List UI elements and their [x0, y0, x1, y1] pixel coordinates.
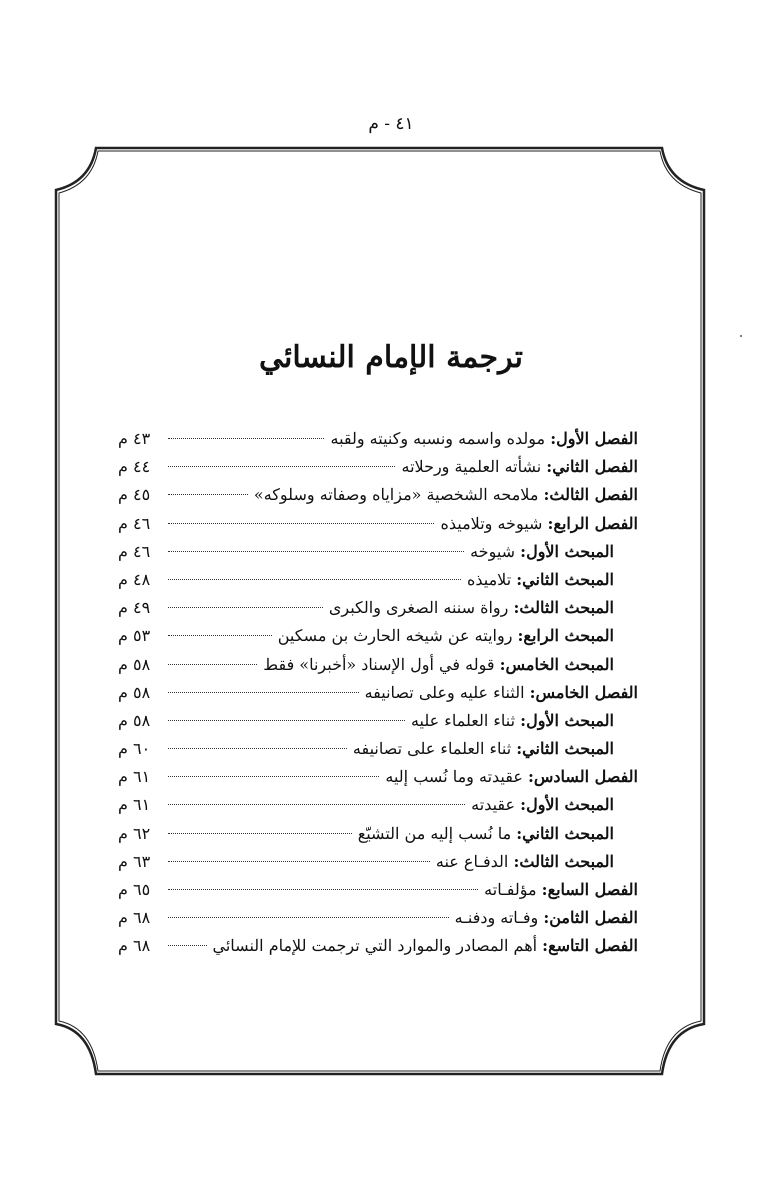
toc-entry-heading: المبحث الثالث:	[513, 598, 614, 618]
toc-entry-heading: الفصل الثالث:	[543, 485, 638, 505]
toc-dot-leader	[168, 452, 395, 467]
toc-entry-text: قوله في أول الإسناد «أخبرنا» فقط	[263, 654, 495, 674]
toc-entry-label	[254, 481, 638, 509]
toc-entry	[118, 707, 638, 735]
toc-dot-leader	[168, 875, 478, 890]
toc-dot-leader	[168, 509, 434, 524]
toc-entry-label	[484, 876, 638, 904]
toc-entry-page: ٤٦ م	[118, 541, 151, 561]
toc-dot-leader	[168, 847, 430, 862]
toc-entry	[118, 481, 638, 509]
toc-entry-label	[278, 622, 614, 650]
toc-entry-page: ٤٨ م	[118, 569, 151, 589]
toc-entry-page: ٦٥ م	[118, 880, 151, 899]
toc-dot-leader	[168, 706, 405, 721]
toc-entry	[118, 876, 638, 904]
toc-entry-text: نشأته العلمية ورحلاته	[401, 457, 542, 477]
toc-entry-text: ثناء العلماء عليه	[410, 710, 516, 730]
toc-entry-label	[329, 594, 614, 622]
toc-dot-leader	[168, 762, 379, 777]
toc-entry-heading: المبحث الأول:	[520, 541, 614, 561]
toc-entry-page: ٥٣ م	[118, 626, 151, 646]
stray-mark	[740, 335, 742, 337]
toc-entry-page: ٤٥ م	[118, 485, 151, 505]
toc-entry-page: ٦٣ م	[118, 851, 151, 871]
toc-entry-page: ٤٤ م	[118, 457, 151, 477]
toc-entry-label	[471, 791, 614, 819]
toc-entry	[118, 651, 638, 679]
toc-dot-leader	[168, 903, 449, 918]
toc-entry	[118, 453, 638, 481]
toc-entry-label	[467, 566, 614, 594]
toc-entry-text: مؤلفـاته	[484, 880, 537, 899]
toc-entry-heading: المبحث الأول:	[520, 795, 614, 815]
toc-entry-label	[330, 425, 638, 453]
toc-entry-text: ملامحه الشخصية «مزاياه وصفاته وسلوكه»	[253, 485, 539, 505]
toc-dot-leader	[168, 931, 207, 946]
toc-entry-heading: الفصل السادس:	[527, 767, 638, 787]
toc-entry-text: الدفـاع عنه	[435, 851, 509, 871]
toc-entry-label	[353, 735, 614, 763]
toc-entry	[118, 735, 638, 763]
toc-entry-label	[263, 651, 614, 679]
toc-entry-label	[470, 538, 614, 566]
toc-entry-page: ٦٢ م	[118, 823, 151, 843]
page-title: ترجمة الإمام النسائي	[259, 340, 523, 375]
toc-entry-heading: الفصل الأول:	[550, 429, 638, 448]
toc-entry-heading: الفصل التاسع:	[542, 936, 638, 956]
toc-entry-label	[411, 707, 614, 735]
toc-dot-leader	[168, 424, 324, 439]
toc-entry-heading: الفصل السابع:	[541, 880, 638, 899]
toc-dot-leader	[168, 678, 359, 693]
toc-entry	[118, 510, 638, 538]
toc-entry-page: ٤٣ م	[118, 429, 151, 448]
toc-entry-heading: المبحث الرابع:	[517, 626, 614, 646]
toc-entry-label	[436, 848, 614, 876]
toc-entry-text: أهم المصادر والموارد التي ترجمت للإمام النسائي	[212, 936, 538, 956]
toc-entry-text: شيوخه	[470, 541, 516, 561]
toc-entry	[118, 932, 638, 960]
toc-entry-page: ٥٨ م	[118, 654, 151, 674]
toc-entry-page: ٦٨ م	[118, 908, 151, 928]
toc-entry-page: ٥٨ م	[118, 710, 151, 730]
toc-entry-heading: الفصل الخامس:	[529, 682, 638, 702]
table-of-contents	[118, 425, 638, 961]
toc-entry	[118, 904, 638, 932]
toc-entry	[118, 538, 638, 566]
toc-entry-text: روايته عن شيخه الحارث بن مسكين	[277, 626, 513, 646]
toc-dot-leader	[168, 537, 464, 552]
toc-entry	[118, 679, 638, 707]
toc-entry-heading: المبحث الأول:	[520, 710, 614, 730]
toc-dot-leader	[168, 593, 323, 608]
toc-entry-page: ٦١ م	[118, 795, 151, 815]
toc-entry	[118, 622, 638, 650]
toc-entry-heading: المبحث الثاني:	[516, 569, 614, 589]
toc-dot-leader	[168, 790, 465, 805]
toc-entry-heading: الفصل الرابع:	[547, 513, 638, 533]
toc-entry-heading: الفصل الثاني:	[546, 457, 638, 477]
toc-entry-heading: المبحث الثاني:	[516, 823, 614, 843]
page-number: ٤١ - م	[368, 114, 414, 134]
toc-entry-heading: المبحث الثاني:	[516, 739, 614, 759]
toc-entry-heading: المبحث الخامس:	[499, 654, 614, 674]
toc-entry-page: ٦٨ م	[118, 936, 151, 956]
toc-entry-label	[401, 453, 638, 481]
toc-entry-heading: الفصل الثامن:	[543, 908, 638, 928]
toc-dot-leader	[168, 734, 347, 749]
toc-entry-page: ٤٦ م	[118, 513, 151, 533]
toc-entry	[118, 566, 638, 594]
toc-entry-text: ثناء العلماء على تصانيفه	[352, 739, 512, 759]
toc-dot-leader	[168, 621, 272, 636]
toc-entry-text: الثناء عليه وعلى تصانيفه	[364, 682, 525, 702]
toc-entry-text: ما نُسب إليه من التشيّع	[357, 823, 512, 843]
toc-entry-page: ٤٩ م	[118, 598, 151, 618]
toc-entry	[118, 763, 638, 791]
toc-entry-label	[385, 763, 638, 791]
toc-entry-heading: المبحث الثالث:	[513, 851, 614, 871]
toc-entry-text: وفـاته ودفنـه	[454, 908, 539, 928]
toc-entry-label	[455, 904, 638, 932]
toc-entry-label	[365, 679, 638, 707]
toc-entry-text: رواة سننه الصغرى والكبرى	[328, 598, 509, 618]
toc-entry-text: شيوخه وتلاميذه	[440, 513, 543, 533]
toc-dot-leader	[168, 480, 248, 495]
toc-entry-label	[358, 820, 614, 848]
toc-entry-text: تلاميذه	[466, 569, 512, 589]
toc-entry-page: ٦١ م	[118, 767, 151, 787]
toc-dot-leader	[168, 650, 257, 665]
toc-entry-text: مولده واسمه ونسبه وكنيته ولقبه	[330, 429, 546, 448]
toc-entry	[118, 820, 638, 848]
toc-dot-leader	[168, 565, 461, 580]
toc-entry-text: عقيدته وما نُسب إليه	[385, 767, 523, 787]
toc-entry-label	[213, 932, 638, 960]
toc-entry-page: ٦٠ م	[118, 739, 151, 759]
toc-entry	[118, 848, 638, 876]
toc-entry-label	[440, 510, 638, 538]
toc-entry	[118, 425, 638, 453]
toc-entry	[118, 791, 638, 819]
toc-dot-leader	[168, 819, 352, 834]
toc-entry-page: ٥٨ م	[118, 682, 151, 702]
toc-entry-text: عقيدته	[471, 795, 516, 815]
toc-entry	[118, 594, 638, 622]
